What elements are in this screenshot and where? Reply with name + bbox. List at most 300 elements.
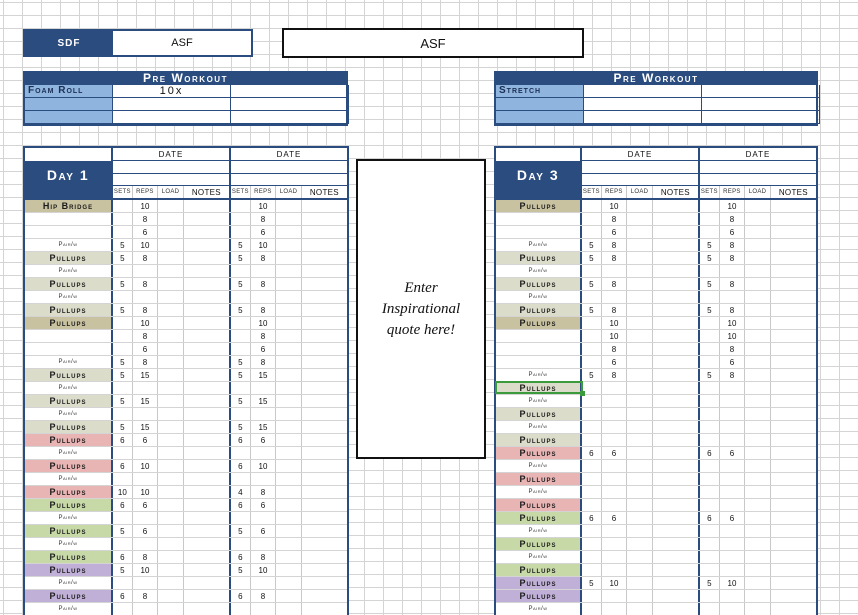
exercise-name-cell[interactable]: Pair/w (58, 268, 78, 274)
exercise-name-cell[interactable]: Pullups (25, 486, 111, 498)
notes-cell[interactable] (653, 447, 698, 459)
notes-cell[interactable] (184, 499, 229, 511)
notes-cell[interactable] (653, 317, 698, 329)
sets-cell[interactable] (231, 291, 251, 303)
load-cell[interactable] (276, 278, 302, 290)
reps-cell[interactable]: 8 (133, 551, 159, 563)
load-cell[interactable] (745, 577, 771, 589)
load-cell[interactable] (276, 538, 302, 550)
reps-cell[interactable]: 10 (251, 460, 277, 472)
reps-cell[interactable]: 15 (251, 369, 277, 381)
sets-cell[interactable] (700, 226, 720, 238)
notes-cell[interactable] (302, 356, 347, 368)
notes-cell[interactable] (302, 590, 347, 602)
reps-cell[interactable]: 8 (133, 252, 159, 264)
notes-cell[interactable] (302, 473, 347, 485)
notes-cell[interactable] (771, 213, 816, 225)
sets-cell[interactable] (700, 343, 720, 355)
notes-cell[interactable] (184, 525, 229, 537)
reps-cell[interactable]: 8 (720, 343, 746, 355)
sets-cell[interactable] (113, 577, 133, 589)
sets-cell[interactable] (700, 551, 720, 563)
exercise-name-cell[interactable]: Pullups (25, 564, 111, 576)
date-input-cell[interactable] (582, 161, 698, 174)
notes-cell[interactable] (302, 226, 347, 238)
load-cell[interactable] (276, 213, 302, 225)
profile-value-cell[interactable]: ASF (171, 37, 193, 49)
notes-cell[interactable] (184, 447, 229, 459)
sets-cell[interactable] (113, 317, 133, 329)
sets-cell[interactable]: 5 (231, 369, 251, 381)
sets-cell[interactable] (700, 291, 720, 303)
exercise-name-cell[interactable]: Pair/w (58, 242, 78, 248)
notes-cell[interactable] (653, 460, 698, 472)
load-cell[interactable] (627, 512, 653, 524)
load-cell[interactable] (627, 356, 653, 368)
reps-cell[interactable] (720, 525, 746, 537)
reps-cell[interactable]: 8 (720, 278, 746, 290)
sets-cell[interactable] (582, 434, 602, 446)
load-cell[interactable] (627, 252, 653, 264)
sets-cell[interactable] (582, 525, 602, 537)
load-cell[interactable] (627, 473, 653, 485)
reps-cell[interactable]: 8 (251, 551, 277, 563)
load-cell[interactable] (158, 460, 184, 472)
reps-cell[interactable]: 8 (602, 369, 628, 381)
reps-cell[interactable]: 10 (602, 317, 628, 329)
sets-cell[interactable] (582, 421, 602, 433)
reps-cell[interactable] (720, 408, 746, 420)
notes-cell[interactable] (653, 473, 698, 485)
pre-workout-label[interactable] (25, 111, 113, 124)
reps-cell[interactable]: 8 (602, 304, 628, 316)
exercise-name-cell[interactable]: Pullups (496, 382, 580, 394)
exercise-name-cell[interactable]: Pullups (25, 421, 111, 433)
reps-cell[interactable]: 8 (602, 278, 628, 290)
load-cell[interactable] (158, 239, 184, 251)
load-cell[interactable] (627, 304, 653, 316)
load-cell[interactable] (158, 395, 184, 407)
notes-cell[interactable] (302, 278, 347, 290)
pre-workout-value[interactable]: 10x (113, 85, 231, 98)
notes-cell[interactable] (653, 213, 698, 225)
load-cell[interactable] (627, 590, 653, 602)
notes-cell[interactable] (184, 395, 229, 407)
exercise-name-cell[interactable] (496, 226, 580, 238)
reps-cell[interactable]: 10 (133, 239, 159, 251)
sets-cell[interactable]: 5 (700, 304, 720, 316)
sets-cell[interactable]: 5 (582, 304, 602, 316)
load-cell[interactable] (276, 460, 302, 472)
reps-cell[interactable] (251, 382, 277, 394)
sets-cell[interactable]: 5 (582, 239, 602, 251)
exercise-name-cell[interactable]: Pair/w (528, 606, 548, 612)
notes-cell[interactable] (653, 356, 698, 368)
sets-cell[interactable]: 6 (700, 447, 720, 459)
notes-cell[interactable] (653, 486, 698, 498)
sets-cell[interactable]: 6 (113, 499, 133, 511)
sets-cell[interactable] (700, 408, 720, 420)
exercise-name-cell[interactable]: Pair/w (58, 294, 78, 300)
load-cell[interactable] (276, 395, 302, 407)
reps-cell[interactable]: 6 (602, 226, 628, 238)
exercise-name-cell[interactable]: Hip Bridge (25, 200, 111, 212)
load-cell[interactable] (276, 486, 302, 498)
reps-cell[interactable]: 8 (133, 304, 159, 316)
reps-cell[interactable]: 6 (133, 343, 159, 355)
sets-cell[interactable] (700, 330, 720, 342)
sets-cell[interactable]: 5 (231, 421, 251, 433)
reps-cell[interactable]: 10 (133, 460, 159, 472)
sets-cell[interactable]: 5 (113, 564, 133, 576)
load-cell[interactable] (627, 200, 653, 212)
pre-workout-label[interactable] (496, 98, 584, 111)
reps-cell[interactable] (602, 538, 628, 550)
notes-cell[interactable] (184, 226, 229, 238)
sets-cell[interactable] (231, 382, 251, 394)
sets-cell[interactable] (113, 473, 133, 485)
notes-cell[interactable] (302, 382, 347, 394)
sets-cell[interactable] (700, 499, 720, 511)
profile-key-cell[interactable]: SDF (25, 31, 113, 55)
sets-cell[interactable] (582, 317, 602, 329)
sets-cell[interactable] (582, 486, 602, 498)
notes-cell[interactable] (302, 265, 347, 277)
sets-cell[interactable] (113, 382, 133, 394)
sets-cell[interactable]: 5 (231, 278, 251, 290)
load-cell[interactable] (627, 382, 653, 394)
load-cell[interactable] (627, 239, 653, 251)
load-cell[interactable] (158, 447, 184, 459)
notes-cell[interactable] (653, 200, 698, 212)
sets-cell[interactable] (582, 460, 602, 472)
reps-cell[interactable]: 8 (251, 356, 277, 368)
reps-cell[interactable]: 6 (602, 447, 628, 459)
reps-cell[interactable]: 10 (133, 317, 159, 329)
load-cell[interactable] (276, 291, 302, 303)
reps-cell[interactable]: 10 (720, 330, 746, 342)
notes-cell[interactable] (184, 330, 229, 342)
sets-cell[interactable]: 6 (113, 434, 133, 446)
exercise-name-cell[interactable]: Pair/w (528, 398, 548, 404)
reps-cell[interactable]: 8 (133, 278, 159, 290)
sets-cell[interactable] (700, 460, 720, 472)
sets-cell[interactable] (700, 486, 720, 498)
notes-cell[interactable] (302, 200, 347, 212)
notes-cell[interactable] (771, 265, 816, 277)
load-cell[interactable] (745, 590, 771, 602)
load-cell[interactable] (158, 408, 184, 420)
reps-cell[interactable] (251, 265, 277, 277)
reps-cell[interactable] (602, 460, 628, 472)
notes-cell[interactable] (184, 486, 229, 498)
exercise-name-cell[interactable]: Pullups (496, 577, 580, 589)
load-cell[interactable] (276, 408, 302, 420)
exercise-name-cell[interactable]: Pair/w (58, 515, 78, 521)
notes-cell[interactable] (653, 434, 698, 446)
sets-cell[interactable] (231, 603, 251, 615)
notes-cell[interactable] (771, 525, 816, 537)
load-cell[interactable] (158, 265, 184, 277)
notes-cell[interactable] (771, 421, 816, 433)
reps-cell[interactable] (602, 421, 628, 433)
sets-cell[interactable] (231, 447, 251, 459)
sets-cell[interactable] (231, 343, 251, 355)
reps-cell[interactable]: 8 (602, 343, 628, 355)
reps-cell[interactable] (602, 564, 628, 576)
load-cell[interactable] (276, 590, 302, 602)
load-cell[interactable] (745, 499, 771, 511)
sets-cell[interactable] (231, 265, 251, 277)
load-cell[interactable] (745, 486, 771, 498)
notes-cell[interactable] (771, 408, 816, 420)
notes-cell[interactable] (771, 395, 816, 407)
load-cell[interactable] (158, 278, 184, 290)
notes-cell[interactable] (653, 564, 698, 576)
load-cell[interactable] (627, 343, 653, 355)
exercise-name-cell[interactable]: Pair/w (528, 268, 548, 274)
notes-cell[interactable] (771, 252, 816, 264)
load-cell[interactable] (158, 421, 184, 433)
load-cell[interactable] (745, 265, 771, 277)
pre-workout-value[interactable] (231, 98, 349, 111)
sets-cell[interactable]: 5 (582, 369, 602, 381)
load-cell[interactable] (627, 486, 653, 498)
sets-cell[interactable]: 6 (113, 590, 133, 602)
notes-cell[interactable] (771, 343, 816, 355)
notes-cell[interactable] (302, 512, 347, 524)
sets-cell[interactable]: 10 (113, 486, 133, 498)
reps-cell[interactable] (720, 603, 746, 615)
notes-cell[interactable] (302, 538, 347, 550)
exercise-name-cell[interactable] (496, 213, 580, 225)
notes-cell[interactable] (302, 577, 347, 589)
reps-cell[interactable] (133, 382, 159, 394)
pre-workout-value[interactable] (702, 85, 820, 98)
load-cell[interactable] (276, 239, 302, 251)
notes-cell[interactable] (302, 239, 347, 251)
load-cell[interactable] (276, 382, 302, 394)
notes-cell[interactable] (653, 239, 698, 251)
notes-cell[interactable] (184, 408, 229, 420)
notes-cell[interactable] (184, 317, 229, 329)
pre-workout-label[interactable] (496, 111, 584, 124)
reps-cell[interactable] (133, 603, 159, 615)
reps-cell[interactable]: 8 (133, 213, 159, 225)
reps-cell[interactable] (133, 291, 159, 303)
notes-cell[interactable] (184, 252, 229, 264)
reps-cell[interactable] (251, 473, 277, 485)
notes-cell[interactable] (302, 343, 347, 355)
load-cell[interactable] (158, 512, 184, 524)
notes-cell[interactable] (653, 603, 698, 615)
date-input-cell[interactable] (113, 161, 229, 174)
reps-cell[interactable]: 10 (720, 317, 746, 329)
sets-cell[interactable]: 5 (113, 278, 133, 290)
reps-cell[interactable] (251, 512, 277, 524)
load-cell[interactable] (745, 291, 771, 303)
sets-cell[interactable]: 6 (231, 590, 251, 602)
reps-cell[interactable]: 10 (251, 239, 277, 251)
sets-cell[interactable]: 5 (700, 369, 720, 381)
sets-cell[interactable]: 5 (113, 356, 133, 368)
load-cell[interactable] (276, 252, 302, 264)
reps-cell[interactable]: 10 (602, 330, 628, 342)
sheet-title-cell[interactable]: ASF (282, 28, 584, 58)
reps-cell[interactable] (133, 538, 159, 550)
notes-cell[interactable] (771, 382, 816, 394)
notes-cell[interactable] (184, 382, 229, 394)
date-input-cell[interactable] (700, 161, 816, 174)
sets-cell[interactable]: 5 (231, 525, 251, 537)
sets-cell[interactable] (582, 291, 602, 303)
exercise-name-cell[interactable]: Pair/w (528, 528, 548, 534)
sets-cell[interactable]: 6 (582, 512, 602, 524)
reps-cell[interactable]: 10 (602, 577, 628, 589)
notes-cell[interactable] (771, 564, 816, 576)
reps-cell[interactable] (602, 265, 628, 277)
load-cell[interactable] (627, 525, 653, 537)
reps-cell[interactable]: 8 (720, 369, 746, 381)
sets-cell[interactable] (700, 356, 720, 368)
reps-cell[interactable]: 8 (720, 252, 746, 264)
notes-cell[interactable] (184, 213, 229, 225)
sets-cell[interactable] (582, 551, 602, 563)
sets-cell[interactable] (113, 226, 133, 238)
notes-cell[interactable] (771, 603, 816, 615)
load-cell[interactable] (158, 317, 184, 329)
exercise-name-cell[interactable]: Pullups (496, 564, 580, 576)
notes-cell[interactable] (653, 291, 698, 303)
pre-workout-value[interactable] (702, 98, 820, 111)
reps-cell[interactable]: 6 (251, 499, 277, 511)
load-cell[interactable] (158, 538, 184, 550)
reps-cell[interactable]: 15 (251, 395, 277, 407)
load-cell[interactable] (158, 343, 184, 355)
load-cell[interactable] (627, 564, 653, 576)
reps-cell[interactable] (602, 525, 628, 537)
reps-cell[interactable] (251, 291, 277, 303)
exercise-name-cell[interactable]: Pair/w (58, 359, 78, 365)
notes-cell[interactable] (302, 408, 347, 420)
notes-cell[interactable] (302, 499, 347, 511)
sets-cell[interactable] (582, 343, 602, 355)
exercise-name-cell[interactable]: Pullups (496, 408, 580, 420)
load-cell[interactable] (627, 577, 653, 589)
sets-cell[interactable] (113, 265, 133, 277)
reps-cell[interactable]: 6 (133, 434, 159, 446)
notes-cell[interactable] (302, 291, 347, 303)
notes-cell[interactable] (184, 603, 229, 615)
sets-cell[interactable]: 6 (113, 460, 133, 472)
load-cell[interactable] (745, 564, 771, 576)
notes-cell[interactable] (771, 200, 816, 212)
reps-cell[interactable] (720, 460, 746, 472)
exercise-name-cell[interactable]: Pullups (496, 447, 580, 459)
exercise-name-cell[interactable]: Pullups (25, 278, 111, 290)
notes-cell[interactable] (302, 421, 347, 433)
sets-cell[interactable] (113, 538, 133, 550)
notes-cell[interactable] (653, 395, 698, 407)
sets-cell[interactable] (700, 317, 720, 329)
reps-cell[interactable] (720, 382, 746, 394)
exercise-name-cell[interactable]: Pair/w (528, 489, 548, 495)
load-cell[interactable] (627, 369, 653, 381)
exercise-name-cell[interactable]: Pullups (496, 304, 580, 316)
load-cell[interactable] (158, 291, 184, 303)
reps-cell[interactable]: 15 (251, 421, 277, 433)
load-cell[interactable] (158, 551, 184, 563)
reps-cell[interactable]: 6 (602, 356, 628, 368)
reps-cell[interactable] (720, 590, 746, 602)
load-cell[interactable] (745, 200, 771, 212)
reps-cell[interactable]: 8 (602, 252, 628, 264)
reps-cell[interactable]: 8 (133, 356, 159, 368)
load-cell[interactable] (745, 343, 771, 355)
reps-cell[interactable] (720, 265, 746, 277)
load-cell[interactable] (745, 226, 771, 238)
date-input-cell[interactable] (231, 161, 347, 174)
exercise-name-cell[interactable]: Pullups (25, 369, 111, 381)
reps-cell[interactable]: 10 (720, 200, 746, 212)
reps-cell[interactable]: 8 (251, 278, 277, 290)
sets-cell[interactable] (582, 213, 602, 225)
reps-cell[interactable] (133, 577, 159, 589)
load-cell[interactable] (627, 408, 653, 420)
load-cell[interactable] (745, 317, 771, 329)
exercise-name-cell[interactable]: Pullups (496, 538, 580, 550)
notes-cell[interactable] (771, 369, 816, 381)
load-cell[interactable] (158, 369, 184, 381)
reps-cell[interactable]: 6 (720, 226, 746, 238)
sets-cell[interactable] (231, 200, 251, 212)
load-cell[interactable] (627, 538, 653, 550)
reps-cell[interactable] (251, 577, 277, 589)
reps-cell[interactable]: 15 (133, 395, 159, 407)
load-cell[interactable] (745, 369, 771, 381)
notes-cell[interactable] (184, 343, 229, 355)
reps-cell[interactable] (133, 473, 159, 485)
sets-cell[interactable] (113, 330, 133, 342)
notes-cell[interactable] (771, 330, 816, 342)
reps-cell[interactable]: 6 (133, 499, 159, 511)
notes-cell[interactable] (184, 538, 229, 550)
load-cell[interactable] (627, 551, 653, 563)
load-cell[interactable] (627, 447, 653, 459)
notes-cell[interactable] (184, 564, 229, 576)
sets-cell[interactable] (582, 538, 602, 550)
load-cell[interactable] (158, 252, 184, 264)
load-cell[interactable] (745, 447, 771, 459)
sets-cell[interactable] (582, 603, 602, 615)
sets-cell[interactable]: 5 (700, 252, 720, 264)
exercise-name-cell[interactable]: Pair/w (58, 385, 78, 391)
notes-cell[interactable] (302, 213, 347, 225)
load-cell[interactable] (627, 278, 653, 290)
notes-cell[interactable] (184, 590, 229, 602)
sets-cell[interactable] (582, 226, 602, 238)
sets-cell[interactable] (231, 473, 251, 485)
load-cell[interactable] (276, 343, 302, 355)
pre-workout-value[interactable] (231, 85, 349, 98)
load-cell[interactable] (745, 538, 771, 550)
notes-cell[interactable] (302, 317, 347, 329)
pre-workout-value[interactable] (113, 98, 231, 111)
sets-cell[interactable] (700, 213, 720, 225)
reps-cell[interactable]: 6 (251, 343, 277, 355)
load-cell[interactable] (158, 577, 184, 589)
exercise-name-cell[interactable]: Pullups (25, 317, 111, 329)
